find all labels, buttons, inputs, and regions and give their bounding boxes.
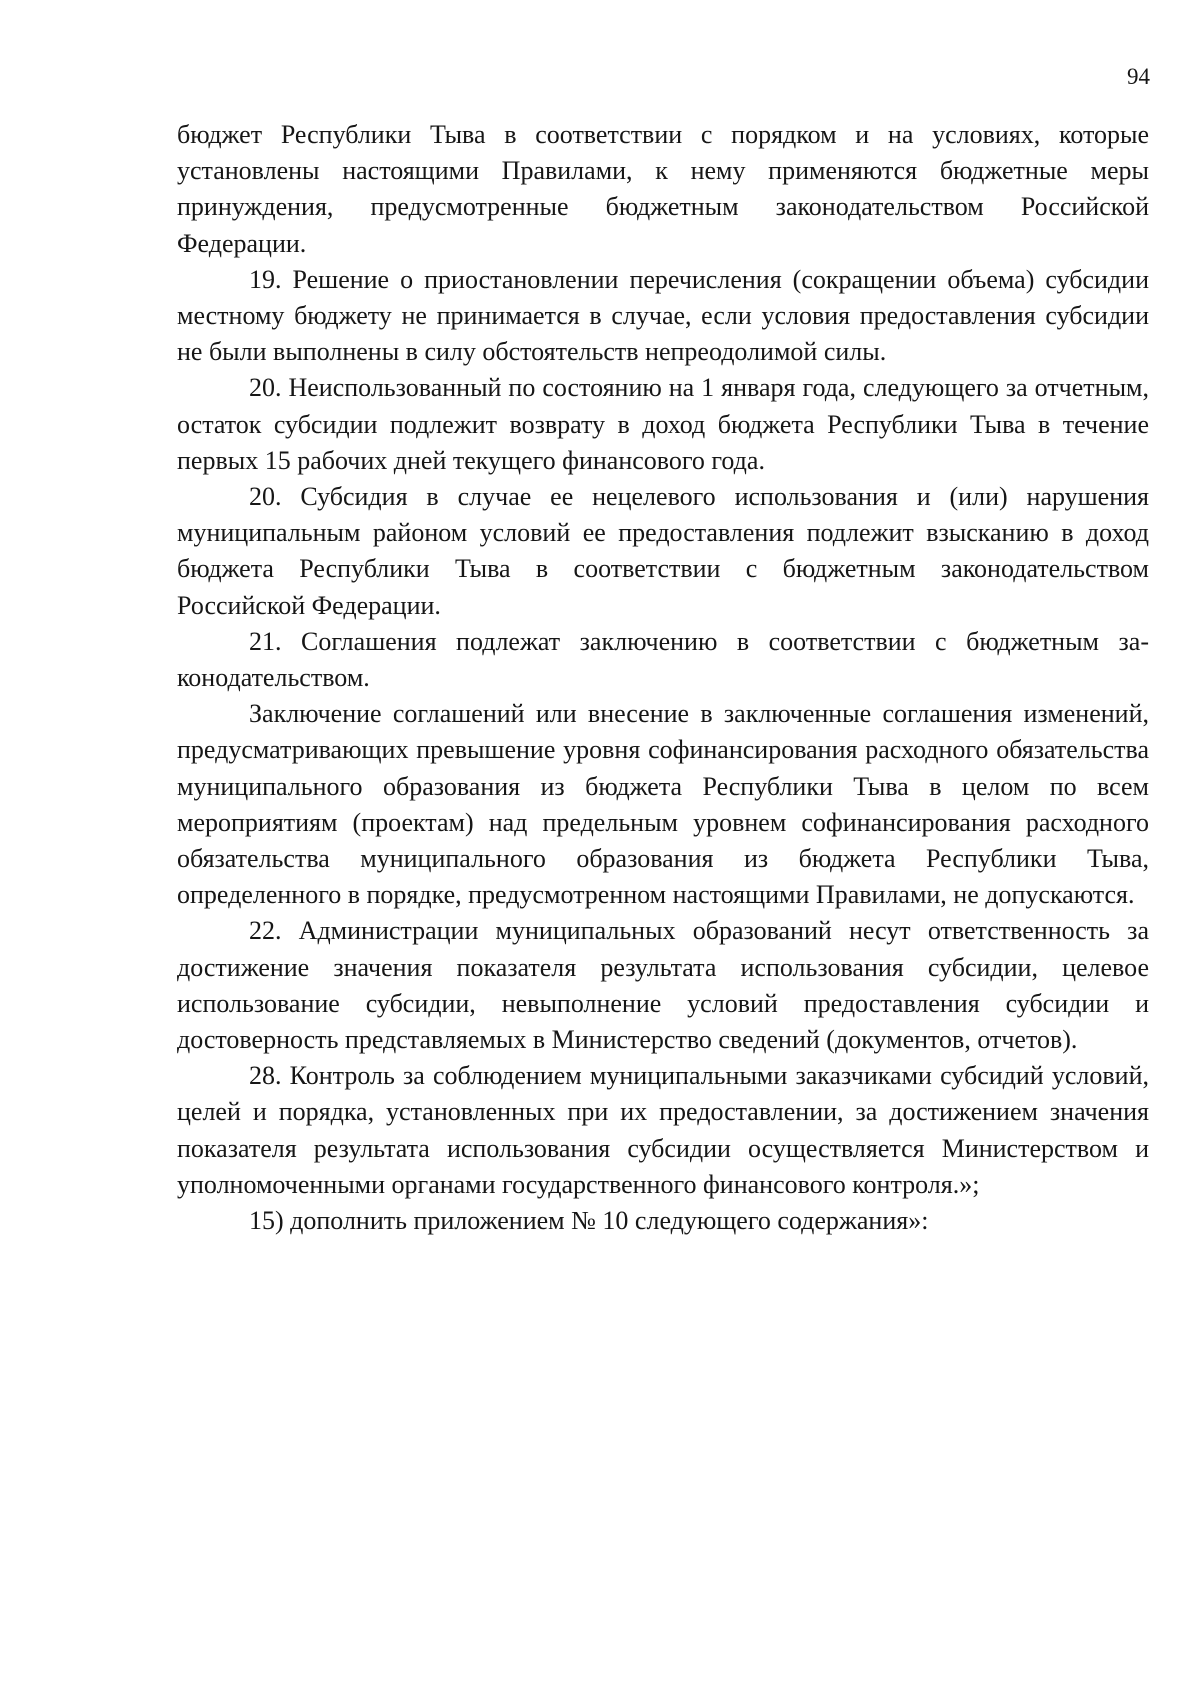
- paragraph-item-19: 19. Решение о приостановлении перечисления (сокращении объема) субсидии местному бюджету не принимается в случае, если условия предоставления субсидии не были выполнены в силу обстоятельств непреодолимой силы.: [177, 264, 1149, 367]
- paragraph-continuation: бюджет Республики Тыва в соответствии с порядком и на условиях, которые установлены настоящими Правилами, к нему применяются бюджетные меры принуждения, предусмотренные бюджетным законодательством Российской Федерации.: [177, 120, 1149, 258]
- paragraph-item-15-appendix: 15) дополнить приложением № 10 следующего содержания»:: [249, 1206, 929, 1236]
- document-body: [177, 117, 1149, 1239]
- paragraph-item-20-unused-balance: 20. Неиспользованный по состоянию на 1 января года, следующего за отчетным, остаток субсидии подлежит возврату в доход бюджета Республики Тыва в течение первых 15 рабочих дней текущего финансового года.: [177, 373, 1149, 475]
- paragraph-item-21: 21. Соглашения подлежат заключению в соответствии с бюджетным законодательством.: [177, 626, 1149, 693]
- page-number: 94: [1127, 64, 1150, 89]
- paragraph-item-28: 28. Контроль за соблюдением муниципальными заказчиками субсидий условий, целей и порядка, установленных при их предоставлении, за достижением значения показателя результата использования субсидии осуществляется Министерством и уполномоченными органами государственного финансового контроля.»;: [177, 1061, 1149, 1199]
- paragraph-item-22: 22. Администрации муниципальных образований несут ответственность за достижение значения показателя результата использования субсидии, целевое использование субсидии, невыполнение условий предоставления субсидии и достоверность представляемых в Министерство сведений (документов, отчетов).: [177, 916, 1149, 1055]
- paragraph-item-20-misuse: 20. Субсидия в случае ее нецелевого использования и (или) нарушения муниципальным районом условий ее предоставления подлежит взысканию в доход бюджета Республики Тыва в соответствии с бюджетным законодательством Российской Федерации.: [177, 482, 1149, 620]
- paragraph-agreements: Заключение соглашений или внесение в заключенные соглашения изменений, предусматривающих превышение уровня софинансирования расходного обязательства муниципального образования из бюджета Республики Тыва в целом по всем мероприятиям (проектам) над предельным уровнем софинансирования расходного обязательства муниципального образования из бюджета Республики Тыва, определенного в порядке, предусмотренном настоящими Правилами, не допускаются.: [177, 699, 1149, 910]
